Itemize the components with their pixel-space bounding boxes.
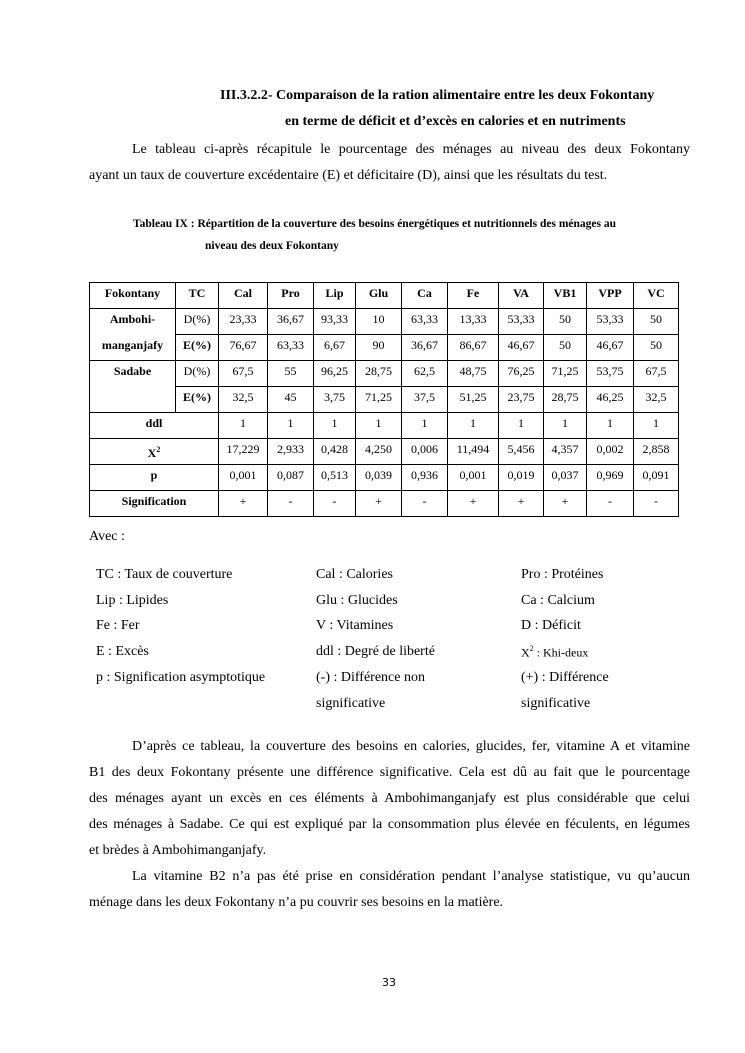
table-cell: 96,25 <box>314 361 356 387</box>
row-label: ddl <box>90 413 219 439</box>
table-cell: 67,5 <box>634 361 679 387</box>
header-cell: Glu <box>356 283 402 309</box>
paragraph-1-line2: B1 des deux Fokontany présente une différence significative. Cela est dû au fait que le pourcentage <box>89 765 690 780</box>
table-cell: 0,001 <box>219 465 268 491</box>
table-cell: 0,513 <box>314 465 356 491</box>
table-cell: 53,75 <box>587 361 634 387</box>
table-cell: 0,039 <box>356 465 402 491</box>
paragraph-2 <box>89 864 690 916</box>
table-cell: + <box>219 491 268 517</box>
page-number: 33 <box>382 976 396 989</box>
fokontany-name-1a: Ambohi- <box>90 309 176 335</box>
table-cell: 76,25 <box>499 361 544 387</box>
legend-fe: Fe : Fer <box>96 618 140 633</box>
table-cell: 1 <box>587 413 634 439</box>
table-cell: 0,019 <box>499 465 544 491</box>
table-cell: 28,75 <box>356 361 402 387</box>
table-cell: 51,25 <box>448 387 499 413</box>
table-cell: 10 <box>356 309 402 335</box>
legend-lip: Lip : Lipides <box>96 593 169 608</box>
table-cell: 32,5 <box>634 387 679 413</box>
table-cell: 90 <box>356 335 402 361</box>
paragraph-1-line5: et brèdes à Ambohimanganjafy. <box>89 843 267 858</box>
intro-line2: ayant un taux de couverture excédentaire (E) et déficitaire (D), ainsi que les résultats du test. <box>89 168 608 183</box>
table-cell: 1 <box>448 413 499 439</box>
legend-v: V : Vitamines <box>316 618 394 633</box>
table-cell: 1 <box>544 413 587 439</box>
table-cell: 62,5 <box>402 361 448 387</box>
table-cell: 4,357 <box>544 439 587 465</box>
table-cell: + <box>499 491 544 517</box>
table-cell: 0,006 <box>402 439 448 465</box>
legend-intro: Avec : <box>89 529 125 544</box>
tc-cell: D(%) <box>176 361 219 387</box>
intro-line1: Le tableau ci-après récapitule le pourcentage des ménages au niveau des deux Fokontany <box>132 142 690 157</box>
table-cell: 86,67 <box>448 335 499 361</box>
table-row <box>90 309 679 335</box>
table-cell: 71,25 <box>544 361 587 387</box>
header-cell: TC <box>176 283 219 309</box>
table-cell: 13,33 <box>448 309 499 335</box>
table-cell: 0,002 <box>587 439 634 465</box>
table-cell: 0,969 <box>587 465 634 491</box>
table-cell: + <box>544 491 587 517</box>
legend-x2: $X^2$ : Khi-deux <box>521 644 589 660</box>
table-cell: 11,494 <box>448 439 499 465</box>
table-cell: 1 <box>268 413 314 439</box>
table-cell: 1 <box>634 413 679 439</box>
section-heading-line2: en terme de déficit et d’excès en calories et en nutriments <box>285 114 626 129</box>
legend-cal: Cal : Calories <box>316 567 393 582</box>
table-cell: 36,67 <box>268 309 314 335</box>
table-cell: 1 <box>499 413 544 439</box>
table-cell: 48,75 <box>448 361 499 387</box>
header-cell: Pro <box>268 283 314 309</box>
empty-cell <box>90 387 176 413</box>
legend-nonsig-line1: (-) : Différence non <box>316 670 425 685</box>
paragraph-1 <box>89 734 690 864</box>
table-row-signification <box>90 491 679 517</box>
table-row <box>90 335 679 361</box>
table-cell: 50 <box>544 335 587 361</box>
table-row <box>90 361 679 387</box>
table-cell: + <box>448 491 499 517</box>
table-cell: 28,75 <box>544 387 587 413</box>
table-row-khi2 <box>90 439 679 465</box>
table-cell: 67,5 <box>219 361 268 387</box>
legend-ddl: ddl : Degré de liberté <box>316 644 435 659</box>
table-cell: 0,936 <box>402 465 448 491</box>
nutrition-coverage-table <box>89 282 679 517</box>
table-cell: 32,5 <box>219 387 268 413</box>
table-cell: 63,33 <box>268 335 314 361</box>
fokontany-name-2: Sadabe <box>90 361 176 387</box>
legend-d: D : Déficit <box>521 618 581 633</box>
table-cell: 2,933 <box>268 439 314 465</box>
table-cell: 36,67 <box>402 335 448 361</box>
section-heading-line1: III.3.2.2- Comparaison de la ration alimentaire entre les deux Fokontany <box>220 88 655 103</box>
table-cell: 6,67 <box>314 335 356 361</box>
table-cell: 1 <box>356 413 402 439</box>
tc-cell: E(%) <box>176 387 219 413</box>
header-cell: VA <box>499 283 544 309</box>
legend-sig-line1: (+) : Différence <box>521 670 609 685</box>
paragraph-1-line4: des ménages à Sadabe. Ce qui est expliqué par la consommation plus élevée en féculents, en légumes <box>89 817 690 832</box>
table-cell: 17,229 <box>219 439 268 465</box>
table-cell: 46,67 <box>499 335 544 361</box>
tc-cell: E(%) <box>176 335 219 361</box>
header-cell: Fokontany <box>90 283 176 309</box>
table-cell: 0,091 <box>634 465 679 491</box>
legend-e: E : Excès <box>96 644 149 659</box>
table-caption-line1: Tableau IX : Répartition de la couverture des besoins énergétiques et nutritionnels des ménages au <box>133 218 616 230</box>
header-cell: VB1 <box>544 283 587 309</box>
paragraph-1-line3: des ménages ayant un excès en ces éléments à Ambohimanganjafy est plus considérable que celui <box>89 791 690 806</box>
table-cell: - <box>634 491 679 517</box>
table-cell: 45 <box>268 387 314 413</box>
table-cell: 55 <box>268 361 314 387</box>
table-cell: 37,5 <box>402 387 448 413</box>
header-cell: Ca <box>402 283 448 309</box>
header-cell: Fe <box>448 283 499 309</box>
table-cell: 46,67 <box>587 335 634 361</box>
header-cell: VC <box>634 283 679 309</box>
table-cell: - <box>402 491 448 517</box>
legend-pro: Pro : Protéines <box>521 567 604 582</box>
table-row <box>90 387 679 413</box>
legend-nonsig-line2: significative <box>316 696 386 711</box>
table-cell: 4,250 <box>356 439 402 465</box>
table-row-p <box>90 465 679 491</box>
table-cell: 50 <box>634 335 679 361</box>
table-cell: 1 <box>314 413 356 439</box>
table-cell: 53,33 <box>587 309 634 335</box>
table-cell: 46,25 <box>587 387 634 413</box>
row-label: Signification <box>90 491 219 517</box>
table-cell: 53,33 <box>499 309 544 335</box>
tc-cell: D(%) <box>176 309 219 335</box>
header-cell: VPP <box>587 283 634 309</box>
table-cell: 93,33 <box>314 309 356 335</box>
table-header-row <box>90 283 679 309</box>
row-label: p <box>90 465 219 491</box>
table-cell: 63,33 <box>402 309 448 335</box>
table-cell: 50 <box>634 309 679 335</box>
table-cell: 0,087 <box>268 465 314 491</box>
table-cell: 5,456 <box>499 439 544 465</box>
table-cell: - <box>314 491 356 517</box>
legend-tc: TC : Taux de couverture <box>96 567 233 582</box>
table-cell: 0,037 <box>544 465 587 491</box>
table-cell: + <box>356 491 402 517</box>
paragraph-2-line1: La vitamine B2 n’a pas été prise en considération pendant l’analyse statistique, vu qu’aucun <box>132 869 690 884</box>
legend-ca: Ca : Calcium <box>521 593 595 608</box>
row-label: $X^2$ <box>90 439 219 465</box>
table-cell: 23,33 <box>219 309 268 335</box>
table-cell: 3,75 <box>314 387 356 413</box>
table-cell: - <box>268 491 314 517</box>
table-cell: 1 <box>219 413 268 439</box>
table-cell: 23,75 <box>499 387 544 413</box>
fokontany-name-1b: manganjafy <box>90 335 176 361</box>
legend-glu: Glu : Glucides <box>316 593 398 608</box>
table-cell: 50 <box>544 309 587 335</box>
table-cell: 0,428 <box>314 439 356 465</box>
table-row-ddl <box>90 413 679 439</box>
table-cell: 71,25 <box>356 387 402 413</box>
table-caption-line2: niveau des deux Fokontany <box>205 240 339 252</box>
table-cell: 0,001 <box>448 465 499 491</box>
table-cell: - <box>587 491 634 517</box>
paragraph-2-line2: ménage dans les deux Fokontany n’a pu couvrir ses besoins en la matière. <box>89 895 504 910</box>
header-cell: Lip <box>314 283 356 309</box>
table-cell: 2,858 <box>634 439 679 465</box>
legend-p: p : Signification asymptotique <box>96 670 266 685</box>
header-cell: Cal <box>219 283 268 309</box>
table-cell: 76,67 <box>219 335 268 361</box>
paragraph-1-line1: D’après ce tableau, la couverture des besoins en calories, glucides, fer, vitamine A et vitamine <box>132 739 690 754</box>
legend-sig-line2: significative <box>521 696 591 711</box>
table-cell: 1 <box>402 413 448 439</box>
